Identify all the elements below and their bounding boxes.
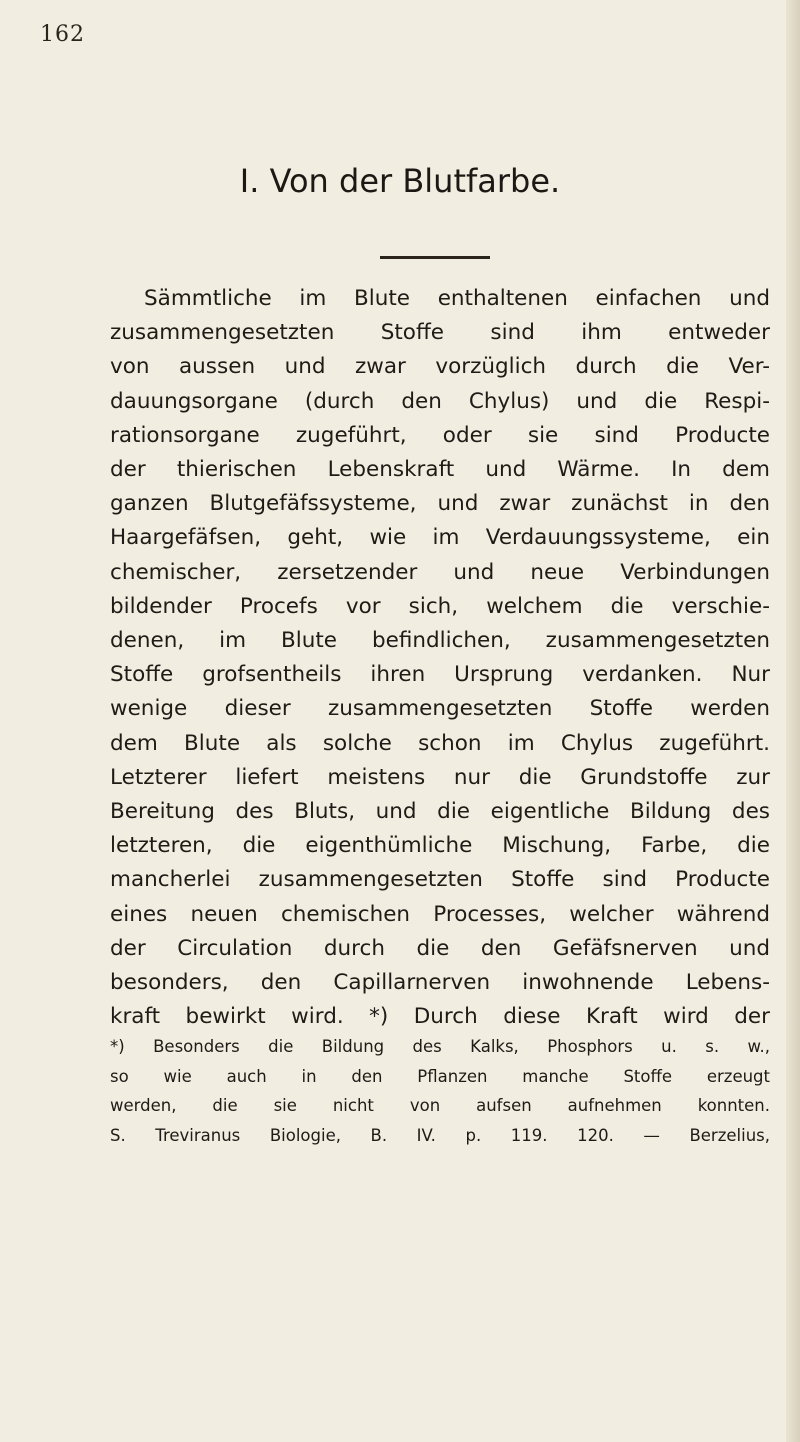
body-line: ganzen Blutgefäfssysteme, und zwar zunächst in den: [110, 491, 770, 517]
body-line: von aussen und zwar vorzüglich durch die Ver-: [110, 354, 770, 380]
body-line: Bereitung des Bluts, und die eigentliche Bildung des: [110, 799, 770, 825]
section-heading: I. Von der Blutfarbe.: [239, 162, 561, 200]
body-text: [110, 282, 770, 1034]
body-line: zusammengesetzten Stoffe sind ihm entweder: [110, 320, 770, 346]
body-line: besonders, den Capillarnerven inwohnende Lebens-: [110, 970, 770, 996]
body-line: kraft bewirkt wird. *) Durch diese Kraft wird der: [110, 1004, 770, 1030]
body-line: Haargefäfsen, geht, wie im Verdauungssysteme, ein: [110, 525, 770, 551]
body-line: chemischer, zersetzender und neue Verbindungen: [110, 559, 770, 585]
body-line: dem Blute als solche schon im Chylus zugeführt.: [110, 730, 770, 756]
body-line: wenige dieser zusammengesetzten Stoffe werden: [110, 696, 770, 722]
footnote: [110, 1032, 770, 1150]
footnote-line: werden, die sie nicht von aufsen aufnehmen konnten.: [110, 1096, 770, 1115]
footnote-line: so wie auch in den Pflanzen manche Stoffe erzeugt: [110, 1066, 770, 1086]
body-line: letzteren, die eigenthümliche Mischung, Farbe, die: [110, 833, 770, 859]
heading-rule: [380, 256, 490, 259]
page-edge: [786, 0, 800, 1442]
body-line: bildender Procefs vor sich, welchem die verschie-: [110, 593, 770, 619]
body-line: Stoffe grofsentheils ihren Ursprung verdanken. Nur: [110, 662, 770, 688]
footnote-line: *) Besonders die Bildung des Kalks, Phosphors u. s. w.,: [110, 1037, 770, 1056]
body-line: mancherlei zusammengesetzten Stoffe sind Producte: [110, 867, 770, 893]
body-line: der Circulation durch die den Gefäfsnerven und: [110, 935, 770, 961]
footnote-line: S. Treviranus Biologie, B. IV. p. 119. 120. — Berzelius,: [110, 1125, 770, 1145]
body-line: rationsorgane zugeführt, oder sie sind Producte: [110, 422, 770, 448]
body-line: Sämmtliche im Blute enthaltenen einfachen und: [144, 286, 770, 311]
body-line: dauungsorgane (durch den Chylus) und die Respi-: [110, 388, 770, 414]
page-number: 162: [40, 22, 85, 47]
body-line: der thierischen Lebenskraft und Wärme. In dem: [110, 457, 770, 483]
body-line: eines neuen chemischen Processes, welcher während: [110, 901, 770, 927]
body-line: Letzterer liefert meistens nur die Grundstoffe zur: [110, 764, 770, 790]
body-line: denen, im Blute befindlichen, zusammengesetzten: [110, 628, 770, 654]
